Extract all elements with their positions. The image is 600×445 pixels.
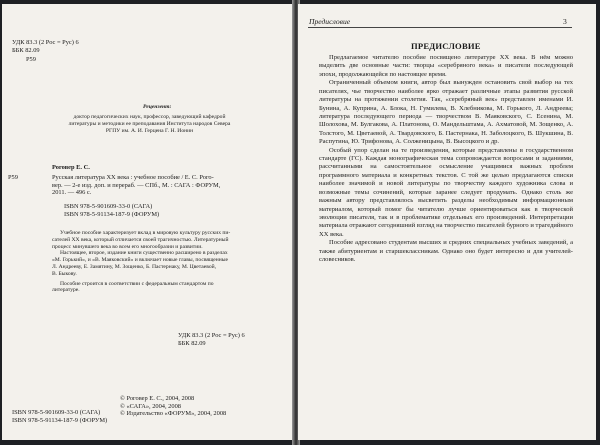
udk-code-bottom: УДК 83.3 (2 Рос = Рус) 6	[178, 332, 245, 339]
udk-code: УДК 83.3 (2 Рос = Рус) 6	[12, 39, 79, 46]
author-heading: Роговер Е. С.	[52, 164, 90, 171]
preface-paragraph: Предлагаемое читателю пособие посвящено литературе XX века. В нём можно выделить две основные части: творцы «серебряного века» и писатели последующей эпохи, продолжающейся по настоящее время.	[319, 54, 573, 78]
catalog-code: Р59	[26, 56, 36, 63]
reviewer-line: доктор педагогических наук, профессор, заведующий кафедрой	[73, 114, 226, 120]
preface-paragraph: Ограниченный объемом книги, автор был вынужден остановить свой выбор на тех писателях, чье творчество наиболее ярко отражает различные этапы развития русской литературы на протяжении столетия. Так, «серебряный век» представлен именами И. Бунина, А. Куприна, А. Блока, Н. Гумилева, В. Хлебникова, М. Горького, Л. Андреева; литература последующего периода — творчеством В. Маяковского, С. Есенина, М. Шолохова, М. Булгакова, А. Платонова, О. Мандельштама, А. Ахматовой, М. Зощенко, А. Толстого, М. Цветаевой, А. Твардовского, Б. Пастернака, Н. Заболоцкого, В. Шукшина, В. Распутина, Ю. Трифонова, А. Солженицына, В. Высоцкого и др.	[319, 79, 573, 146]
annotation-line: Л. Андрееву, Е. Замятину, М. Зощенко, Б. Пастернаку, М. Цветаевой,	[52, 263, 217, 270]
bib-line: вер. — 2-е изд. доп. и перераб. — СПб., М. : САГА : ФОРУМ,	[52, 181, 221, 189]
bib-line: 2011. — 496 с.	[52, 189, 92, 197]
copyright-block	[120, 395, 290, 418]
isbn-block	[64, 203, 284, 218]
isbn-line: ISBN 978-5-91134-187-9 (ФОРУМ)	[12, 416, 108, 424]
bibliographic-record	[52, 174, 292, 197]
running-head: Предисловие	[309, 17, 351, 26]
isbn-line: ISBN 978-5-91134-187-9 (ФОРУМ)	[64, 210, 160, 218]
annotation-line: Пособие строится в соответствии с федеральным стандартом по	[60, 280, 214, 287]
annotation-line: Учебное пособие характеризует вклад в мировую культуру русских пи-	[60, 230, 231, 236]
bbk-code: ББК 82.09	[12, 47, 40, 54]
annotation-line: литературе.	[52, 287, 80, 294]
annotation	[52, 230, 286, 294]
reviewer-line: литературы и методики ее преподавания Института народов Севера	[68, 120, 231, 127]
copyright-line: © Роговер Е. С., 2004, 2008	[120, 395, 195, 402]
header-rule	[308, 27, 572, 28]
annotation-line: «М. Горький», и «В. Маяковский» и включает новые главы, посвященные	[52, 257, 228, 264]
bib-code: Р59	[8, 174, 18, 181]
left-page	[2, 4, 294, 440]
bbk-code-bottom: ББК 82.09	[178, 340, 206, 347]
copyright-line: © «САГА», 2004, 2008	[120, 402, 181, 410]
annotation-line: В. Быкову.	[52, 270, 77, 277]
copyright-line: © Издательство «ФОРУМ», 2004, 2008	[120, 410, 227, 418]
annotation-line: сателей XX века, который отличается своей трагичностью. Литературный	[52, 236, 229, 243]
preface-paragraph: Особый упор сделан на те произведения, которые представлены в государственном стандарте (ГС). Каждая монографическая тема сопровождается вопросами и заданиями, рассчитанными на самостоятельное осмысление учащимися важных проблем программного материала и конкретных текстов. С той же целью предлагаются списки наиболее значимой и новой литературы по творчеству каждого художника слова и возможные темы сочинений, которые заранее следует продумать. Однако столь же важным автору представлялось высветить разделы необходимым информационным материалом, который помог бы читателю лучше ориентироваться как в творческой эволюции писателя, так и в проблематике отдельных его произведений. Интерпретации материала отражают сегодняшний взгляд на творчество писателей бурного и трагедийного XX века.	[319, 146, 573, 238]
isbn-line: ISBN 978-5-901609-33-0 (САГА)	[12, 409, 101, 416]
annotation-line: Настоящее, второе, издание книги существенно расширено в разделах	[60, 250, 228, 257]
reviewer-text	[22, 114, 277, 134]
page-number: 3	[563, 17, 567, 26]
page-title: ПРЕДИСЛОВИЕ	[411, 41, 481, 51]
right-page	[298, 4, 596, 440]
preface-body	[319, 54, 573, 265]
bib-line: Русская литература XX века : учебное пособие / Е. С. Рого-	[52, 174, 214, 181]
preface-paragraph: Пособие адресовано студентам высших и средних специальных учебных заведений, а также абитуриентам и старшеклассникам. Однако оно будет интересно и для учителей-словесников.	[319, 239, 573, 264]
reviewer-heading: Рецензент:	[143, 104, 172, 110]
reviewer-line: РГПУ им. А. И. Герцена Г. Н. Ионин	[105, 127, 194, 134]
annotation-line: процесс минувшего века во всем его многообразии и развитии.	[52, 243, 203, 250]
isbn-line: ISBN 978-5-901609-33-0 (САГА)	[64, 203, 153, 210]
